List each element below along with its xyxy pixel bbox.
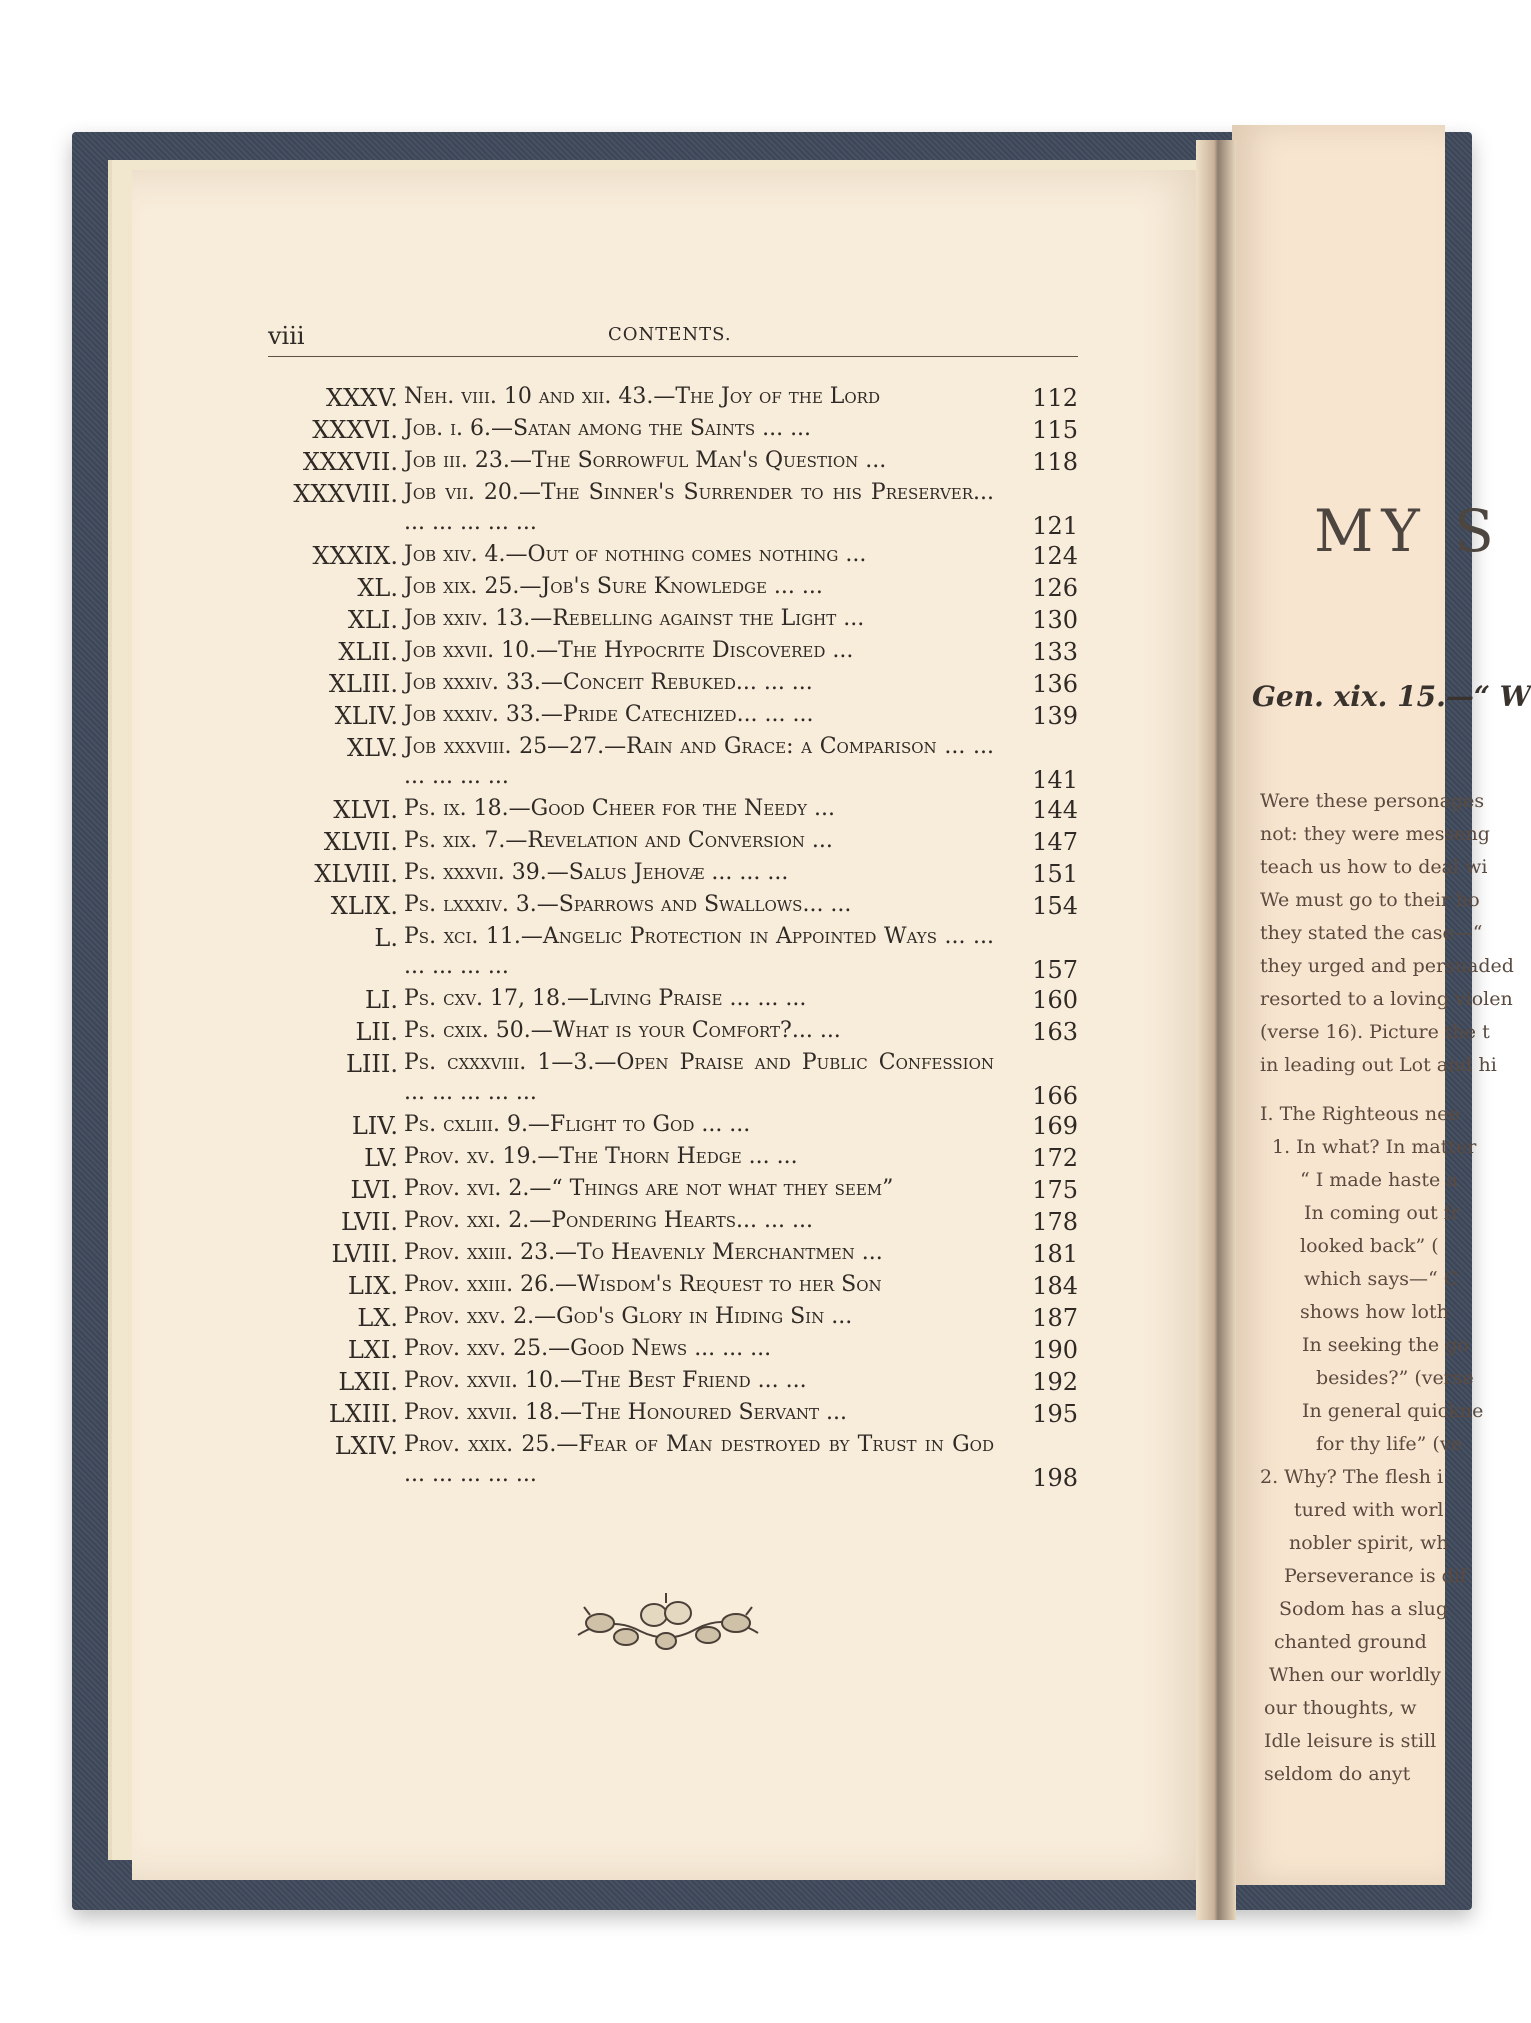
toc-entry-number: LXIV.: [334, 1432, 398, 1460]
page-number: viii: [268, 322, 305, 350]
toc-entry-page: 144: [1032, 796, 1078, 824]
toc-entry-title: Ps. cxix. 50.—What is your Comfort?... ...: [404, 1018, 841, 1043]
right-page-line: Were these personages: [1260, 790, 1485, 812]
toc-entry-page: 154: [1032, 892, 1078, 920]
toc-entry-number: XLVI.: [333, 796, 398, 824]
toc-entry: [268, 1366, 1078, 1398]
toc-entry-number: LV.: [364, 1144, 398, 1172]
right-page-line: which says—“ C: [1304, 1268, 1459, 1290]
toc-entry: [268, 636, 1078, 668]
toc-entry-page: 130: [1032, 606, 1078, 634]
toc-entry-page: 121: [1032, 512, 1078, 540]
right-page: [1232, 125, 1531, 1885]
toc-entry-title: Job xxxiv. 33.—Conceit Rebuked... ... ...: [404, 670, 813, 695]
right-page-line: our thoughts, w: [1264, 1697, 1417, 1719]
toc-entry-number: XLIV.: [334, 702, 398, 730]
toc-entry-number: XLI.: [347, 606, 398, 634]
toc-entry: [268, 1302, 1078, 1334]
toc-entry-page: 115: [1032, 416, 1078, 444]
toc-entry: [268, 732, 1078, 794]
right-page-line: When our worldly: [1269, 1664, 1441, 1686]
toc-entry-title: Job iii. 23.—The Sorrowful Man's Question ...: [404, 448, 887, 473]
toc-entry: [268, 1238, 1078, 1270]
right-page-line: tured with worl: [1294, 1499, 1444, 1521]
right-page-line: In general quickne: [1302, 1400, 1484, 1422]
toc-entry: [268, 382, 1078, 414]
right-page-line: 2. Why? The flesh i: [1260, 1466, 1444, 1488]
toc-entry: [268, 1174, 1078, 1206]
toc-entry-page: 151: [1032, 860, 1078, 888]
right-page-line: I. The Righteous nee: [1260, 1103, 1460, 1125]
right-page-line: shows how loth: [1300, 1301, 1449, 1323]
right-page-line: in leading out Lot and hi: [1260, 1054, 1497, 1076]
toc-entry: [268, 604, 1078, 636]
toc-entry-number: LVIII.: [331, 1240, 398, 1268]
right-page-text-reference: Gen. xix. 15.—“ W: [1252, 680, 1531, 713]
right-page-line: In seeking the go: [1302, 1334, 1469, 1356]
right-page-line: not: they were messeng: [1260, 823, 1490, 845]
toc-entry-title: Prov. xxiii. 23.—To Heavenly Merchantmen ...: [404, 1240, 883, 1265]
running-title: CONTENTS.: [608, 324, 732, 345]
toc-entry-page: 118: [1032, 448, 1078, 476]
right-page-line: teach us how to deal wi: [1260, 856, 1488, 878]
toc-entry: [268, 984, 1078, 1016]
toc-entry-title: Job xxiv. 13.—Rebelling against the Light ...: [404, 606, 865, 631]
toc-entry-number: LIX.: [347, 1272, 398, 1300]
toc-entry-page: 157: [1032, 956, 1078, 984]
toc-entry-page: 192: [1032, 1368, 1078, 1396]
right-page-line: looked back” (: [1300, 1235, 1439, 1257]
toc-entry: [268, 1334, 1078, 1366]
toc-entry-title: Prov. xv. 19.—The Thorn Hedge ... ...: [404, 1144, 798, 1169]
toc-entry-page: 178: [1032, 1208, 1078, 1236]
toc-entry-page: 139: [1032, 702, 1078, 730]
toc-entry-number: XXXV.: [325, 384, 398, 412]
toc-entry-page: 124: [1032, 542, 1078, 570]
toc-entry-title: Ps. xci. 11.—Angelic Protection in Appointed Ways ... ... ... ... ... ...: [404, 924, 994, 979]
toc-entry-title: Prov. xxix. 25.—Fear of Man destroyed by Trust in God ... ... ... ... ...: [404, 1432, 994, 1487]
toc-entry-number: XLVII.: [323, 828, 398, 856]
right-page-line: they urged and persuaded: [1260, 955, 1514, 977]
toc-entry-title: Prov. xxvii. 18.—The Honoured Servant ...: [404, 1400, 848, 1425]
toc-entry: [268, 1142, 1078, 1174]
toc-entry-number: LI.: [364, 986, 398, 1014]
right-page-line: besides?” (verse: [1316, 1367, 1474, 1389]
toc-entry-number: XLII.: [338, 638, 398, 666]
toc-entry-page: 136: [1032, 670, 1078, 698]
right-page-line: they stated the case—“: [1260, 922, 1483, 944]
toc-entry-title: Ps. cxv. 17, 18.—Living Praise ... ... ...: [404, 986, 807, 1011]
book-gutter: [1196, 140, 1236, 1920]
right-page-line: Idle leisure is still: [1264, 1730, 1437, 1752]
toc-entry-title: Prov. xxi. 2.—Pondering Hearts... ... ...: [404, 1208, 813, 1233]
toc-entry: [268, 700, 1078, 732]
toc-entry: [268, 1206, 1078, 1238]
toc-entry-title: Neh. viii. 10 and xii. 43.—The Joy of the Lord: [404, 384, 880, 409]
toc-entry: [268, 794, 1078, 826]
toc-entry-page: 198: [1032, 1464, 1078, 1492]
toc-entry-title: Job xxvii. 10.—The Hypocrite Discovered ...: [404, 638, 854, 663]
toc-entry-title: Ps. xix. 7.—Revelation and Conversion ...: [404, 828, 833, 853]
toc-entry-number: LIV.: [351, 1112, 398, 1140]
toc-entry-number: LVII.: [340, 1208, 398, 1236]
right-page-line: We must go to their ho: [1260, 889, 1480, 911]
toc-entry-page: 163: [1032, 1018, 1078, 1046]
toc-entry-page: 172: [1032, 1144, 1078, 1172]
right-page-line: In coming out fr: [1304, 1202, 1460, 1224]
toc-entry-title: Job xxxiv. 33.—Pride Catechized... ... ...: [404, 702, 814, 727]
right-page-line: resorted to a loving violen: [1260, 988, 1513, 1010]
floral-ornament-icon: [570, 1585, 766, 1661]
toc-entry-title: Prov. xxiii. 26.—Wisdom's Request to her Son: [404, 1272, 882, 1297]
toc-entry-page: 141: [1032, 766, 1078, 794]
toc-entry-title: Job xxxviii. 25—27.—Rain and Grace: a Comparison ... ... ... ... ... ...: [404, 734, 994, 789]
toc-entry: [268, 922, 1078, 984]
right-page-line: (verse 16). Picture the t: [1260, 1021, 1490, 1043]
toc-entry-page: 190: [1032, 1336, 1078, 1364]
toc-entry: [268, 572, 1078, 604]
toc-entry: [268, 858, 1078, 890]
toc-entry-number: XXXIX.: [312, 542, 398, 570]
toc-entry: [268, 668, 1078, 700]
toc-entry-page: 195: [1032, 1400, 1078, 1428]
toc-entry-title: Prov. xxv. 2.—God's Glory in Hiding Sin ...: [404, 1304, 853, 1329]
toc-entry: [268, 446, 1078, 478]
toc-entry-page: 181: [1032, 1240, 1078, 1268]
toc-entry-title: Ps. cxxxviii. 1—3.—Open Praise and Public Confession ... ... ... ... ...: [404, 1050, 994, 1105]
toc-entry-number: XL.: [357, 574, 398, 602]
toc-entry: [268, 1430, 1078, 1492]
toc-entry-title: Prov. xvi. 2.—“ Things are not what they seem”: [404, 1176, 894, 1201]
toc-entry-number: L.: [374, 924, 398, 952]
toc-entry-title: Prov. xxvii. 10.—The Best Friend ... ...: [404, 1368, 807, 1393]
toc-entry-page: 175: [1032, 1176, 1078, 1204]
toc-entry-title: Ps. xxxvii. 39.—Salus Jehovæ ... ... ...: [404, 860, 789, 885]
toc-entry-number: LII.: [355, 1018, 398, 1046]
right-page-line: chanted ground: [1274, 1631, 1427, 1653]
toc-entry: [268, 414, 1078, 446]
toc-entry-page: 166: [1032, 1082, 1078, 1110]
toc-entry: [268, 890, 1078, 922]
toc-entry: [268, 1016, 1078, 1048]
toc-entry-title: Prov. xxv. 25.—Good News ... ... ...: [404, 1336, 772, 1361]
right-page-line: nobler spirit, wh: [1289, 1532, 1449, 1554]
toc-entry-page: 133: [1032, 638, 1078, 666]
right-page-line: Perseverance is dif: [1284, 1565, 1467, 1587]
toc-entry: [268, 540, 1078, 572]
right-page-line: seldom do anyt: [1264, 1763, 1411, 1785]
toc-entry-title: Job xix. 25.—Job's Sure Knowledge ... ...: [404, 574, 823, 599]
toc-entry-number: LIII.: [345, 1050, 398, 1078]
toc-entry: [268, 826, 1078, 858]
toc-entry-title: Job xiv. 4.—Out of nothing comes nothing ...: [404, 542, 867, 567]
right-page-line: “ I made haste a: [1300, 1169, 1458, 1191]
toc-entry-title: Job vii. 20.—The Sinner's Surrender to his Preserver... ... ... ... ... ...: [404, 480, 994, 535]
toc-entry-page: 147: [1032, 828, 1078, 856]
toc-entry-title: Ps. ix. 18.—Good Cheer for the Needy ...: [404, 796, 836, 821]
running-header: [268, 322, 1078, 357]
toc-entry-page: 112: [1032, 384, 1078, 412]
toc-entry-page: 184: [1032, 1272, 1078, 1300]
toc-entry-title: Ps. cxliii. 9.—Flight to God ... ...: [404, 1112, 751, 1137]
toc-entry: [268, 1270, 1078, 1302]
toc-entry-page: 160: [1032, 986, 1078, 1014]
toc-entry-number: XLIII.: [328, 670, 398, 698]
right-page-line: for thy life” (ve: [1316, 1433, 1462, 1455]
toc-entry-title: Job. i. 6.—Satan among the Saints ... ...: [404, 416, 812, 441]
toc-entry: [268, 1048, 1078, 1110]
toc-entry-number: XXXVIII.: [293, 480, 398, 508]
toc-entry-number: LXI.: [347, 1336, 398, 1364]
right-page-title: MY S: [1314, 497, 1502, 565]
toc-entry: [268, 1398, 1078, 1430]
toc-entry-number: LVI.: [350, 1176, 398, 1204]
toc-entry-page: 126: [1032, 574, 1078, 602]
toc-entry-number: LXII.: [338, 1368, 398, 1396]
toc-entry-number: XLVIII.: [314, 860, 398, 888]
toc-entry-page: 187: [1032, 1304, 1078, 1332]
toc-entry: [268, 478, 1078, 540]
table-of-contents: [268, 382, 1078, 1492]
right-page-line: Sodom has a slug: [1279, 1598, 1449, 1620]
toc-entry-title: Ps. lxxxiv. 3.—Sparrows and Swallows... ...: [404, 892, 852, 917]
toc-entry-number: XXXVI.: [312, 416, 398, 444]
toc-entry-page: 169: [1032, 1112, 1078, 1140]
right-page-line: 1. In what? In matter: [1272, 1136, 1477, 1158]
toc-entry-number: XLIX.: [330, 892, 398, 920]
toc-entry-number: XXXVII.: [302, 448, 398, 476]
toc-entry: [268, 1110, 1078, 1142]
toc-entry-number: LXIII.: [328, 1400, 398, 1428]
toc-entry-number: XLV.: [347, 734, 398, 762]
toc-entry-number: LX.: [357, 1304, 398, 1332]
